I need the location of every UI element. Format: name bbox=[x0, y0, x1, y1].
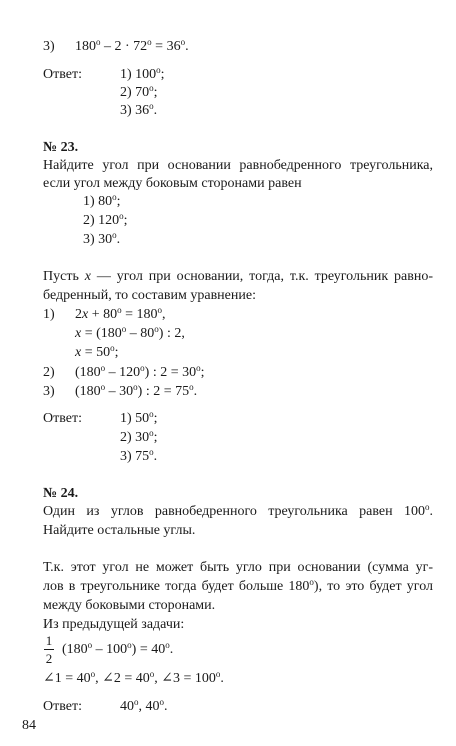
problem-23-option-2: 2) 120$^o$; bbox=[83, 211, 128, 228]
answer-1: 1) 50$^o$; bbox=[120, 409, 158, 426]
problem-23-solution-line-2: бедренный, то составим уравнение: bbox=[43, 288, 256, 303]
answer-1: 1) 100$^o$; bbox=[120, 65, 165, 82]
step-3-expression: $180^o - 2 \cdot 72^o = 36^o$. bbox=[75, 37, 189, 54]
problem-24-question-line-2: Найдите остальные углы. bbox=[43, 523, 196, 538]
problem-23-option-1: 1) 80$^o$; bbox=[83, 192, 121, 209]
fraction-numerator: 1 bbox=[45, 633, 53, 648]
answer-values: 40$^o$, 40$^o$. bbox=[120, 697, 168, 714]
step-2-number: 2) bbox=[43, 365, 55, 380]
answer-3: 3) 36$^o$. bbox=[120, 101, 158, 118]
step-2-equation: (180$^o$ – 120$^o$) : $2 = 30^o$; bbox=[75, 363, 205, 380]
problem-24-solution-line-3: между боковыми сторонами. bbox=[43, 598, 216, 613]
problem-24-title: № 24. bbox=[43, 486, 79, 501]
step-1-equation-line-2: $x = (180^o - 80^o)$ : 2, bbox=[75, 324, 185, 341]
answer-label: Ответ: bbox=[43, 411, 82, 426]
fraction-one-half bbox=[44, 634, 54, 665]
answer-2: 2) 30$^o$; bbox=[120, 428, 158, 445]
step-1-equation-line-3: $x = 50^o$; bbox=[75, 343, 119, 360]
problem-24-solution-line-1: Т.к. этот угол не может быть угло при основании (сумма уг- bbox=[43, 560, 433, 575]
step-1-equation: $2x + 80^o = 180^o$, bbox=[75, 305, 166, 322]
answer-label: Ответ: bbox=[43, 67, 82, 82]
problem-23-question-line-1: Найдите угол при основании равнобедренного треугольника, bbox=[43, 158, 433, 173]
problem-23-solution-line-1: Пусть x — угол при основании, тогда, т.к. треугольник равно- bbox=[43, 269, 433, 284]
answer-label: Ответ: bbox=[43, 699, 82, 714]
step-3-number: 3) bbox=[43, 384, 55, 399]
previous-task-reference: Из предыдущей задачи: bbox=[43, 617, 185, 632]
angles-result: ∠1 = $40^o$, ∠2 = $40^o$, ∠3 = $100^o$. bbox=[43, 669, 224, 686]
fraction-expression: $(180^o - 100^o) = 40^o$. bbox=[62, 640, 174, 657]
answer-3: 3) 75$^o$. bbox=[120, 447, 158, 464]
answer-2: 2) 70$^o$; bbox=[120, 83, 158, 100]
page-number: 84 bbox=[22, 718, 36, 733]
step-1-number: 1) bbox=[43, 307, 55, 322]
problem-23-question-line-2: если угол между боковым сторонами равен bbox=[43, 176, 302, 191]
problem-24-solution-line-2: лов в треугольнике тогда будет больше 180$^o$), то это будет угол bbox=[43, 577, 433, 594]
fraction-bar bbox=[44, 649, 54, 650]
problem-23-title: № 23. bbox=[43, 140, 79, 155]
problem-24-question-line-1: Один из углов равнобедренного треугольника равен 100$^o$. bbox=[43, 502, 433, 519]
step-3-equation: (180$^o$ – 30$^o$) : $2 = 75^o$. bbox=[75, 382, 198, 399]
fraction-denominator: 2 bbox=[45, 651, 53, 666]
problem-23-option-3: 3) 30$^o$. bbox=[83, 230, 121, 247]
step-3-number: 3) bbox=[43, 39, 55, 54]
